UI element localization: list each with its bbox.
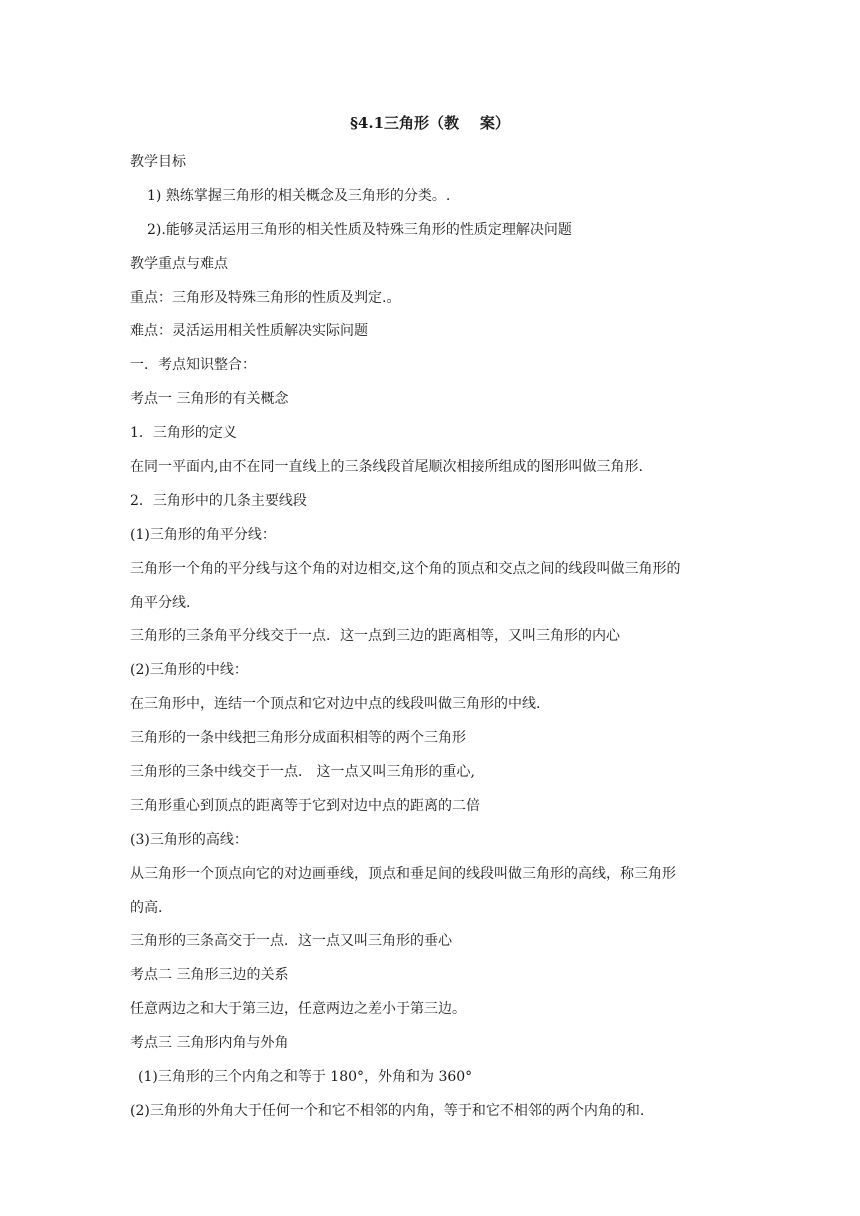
text-line: 2．三角形中的几条主要线段	[130, 492, 307, 509]
text-line: 的高.	[130, 899, 163, 916]
text-line: 考点二 三角形三边的关系	[130, 967, 289, 984]
text-line: 1) 熟练掌握三角形的相关概念及三角形的分类。.	[147, 187, 451, 204]
text-line: 考点三 三角形内角与外角	[130, 1035, 289, 1052]
text-line: 教学重点与难点	[130, 255, 228, 272]
text-line: 三角形的三条高交于一点．这一点又叫三角形的垂心	[130, 933, 452, 950]
text-line: 1．三角形的定义	[130, 425, 237, 442]
text-line: 三角形的三条角平分线交于一点．这一点到三边的距离相等，又叫三角形的内心	[130, 628, 620, 645]
text-line: 一．考点知识整合：	[130, 357, 256, 374]
text-line: 角平分线.	[130, 594, 191, 611]
text-line: (1)三角形的角平分线：	[130, 526, 276, 543]
text-line: 重点：三角形及特殊三角形的性质及判定.。	[130, 289, 401, 306]
text-line: 三角形一个角的平分线与这个角的对边相交,这个角的顶点和交点之间的线段叫做三角形的	[130, 560, 681, 577]
text-line: 从三角形一个顶点向它的对边画垂线，顶点和垂足间的线段叫做三角形的高线，称三角形	[130, 865, 676, 882]
text-line: 在同一平面内,由不在同一直线上的三条线段首尾顺次相接所组成的图形叫做三角形.	[130, 459, 643, 476]
text-line: 2).能够灵活运用三角形的相关性质及特殊三角形的性质定理解决问题	[147, 221, 572, 238]
text-line: 考点一 三角形的有关概念	[130, 391, 289, 408]
text-line: 教学目标	[130, 154, 186, 170]
document-title: §4.1三角形（教 案）	[350, 114, 510, 132]
text-line: 在三角形中，连结一个顶点和它对边中点的线段叫做三角形的中线.	[130, 696, 541, 713]
text-line: (2)三角形的中线：	[130, 662, 248, 679]
text-line: 三角形重心到顶点的距离等于它到对边中点的距离的二倍	[130, 797, 480, 814]
text-line: 三角形的三条中线交于一点． 这一点又叫三角形的重心,	[130, 764, 475, 781]
text-line: 任意两边之和大于第三边，任意两边之差小于第三边。	[130, 1001, 466, 1018]
text-line: 难点：灵活运用相关性质解决实际问题	[130, 323, 368, 340]
text-line: (1)三角形的三个内角之和等于 180°，外角和为 360°	[138, 1069, 473, 1086]
text-line: 三角形的一条中线把三角形分成面积相等的两个三角形	[130, 730, 466, 747]
text-line: (3)三角形的高线：	[130, 831, 248, 848]
text-line: (2)三角形的外角大于任何一个和它不相邻的内角，等于和它不相邻的两个内角的和.	[130, 1102, 645, 1119]
document-body	[130, 146, 740, 1129]
